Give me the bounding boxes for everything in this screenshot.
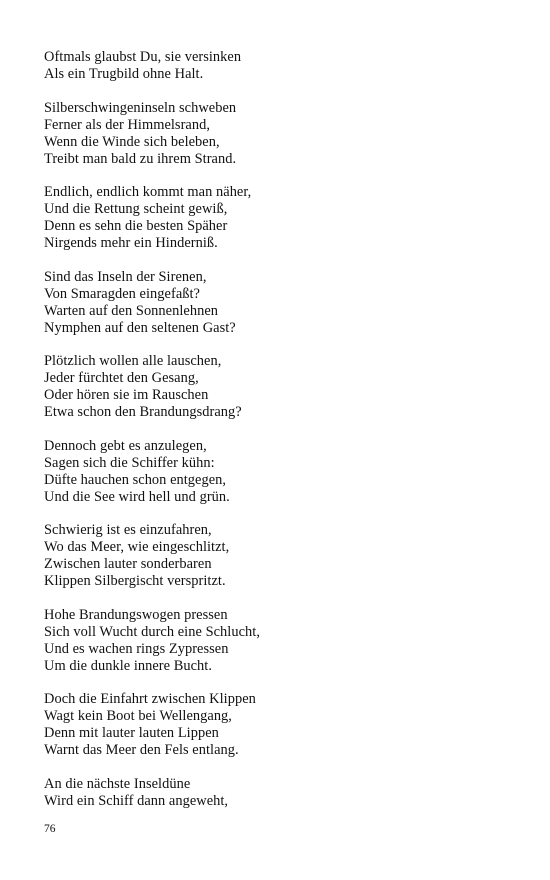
poem-line: Wo das Meer, wie eingeschlitzt, [44,539,230,555]
poem-line: Jeder fürchtet den Gesang, [44,370,199,386]
stanza [44,522,514,590]
poem-line: Oftmals glaubst Du, sie versinken [44,49,242,65]
poem-line: Doch die Einfahrt zwischen Klippen [44,691,256,707]
poem-line: Nirgends mehr ein Hinderniß. [44,235,218,251]
stanza [44,776,514,810]
poem-line: Warnt das Meer den Fels entlang. [44,742,239,758]
poem-line: Und es wachen rings Zypressen [44,640,229,657]
poem-line: Schwierig ist es einzufahren, [44,522,212,538]
stanza [44,438,514,506]
poem-line: Wagt kein Boot bei Wellengang, [44,708,232,724]
stanza [44,269,514,337]
poem-body [44,49,514,826]
poem-line: Denn es sehn die besten Späher [44,218,228,234]
poem-line: Oder hören sie im Rauschen [44,387,209,403]
poem-line: Sind das Inseln der Sirenen, [44,268,207,285]
poem-line: An die nächste Inseldüne [44,775,191,792]
poem-line: Silberschwingeninseln schweben [44,99,237,116]
poem-line: Ferner als der Himmelsrand, [44,116,210,133]
poem-line: Und die See wird hell und grün. [44,488,230,505]
poem-line: Hohe Brandungswogen pressen [44,606,228,623]
stanza [44,100,514,168]
poem-line: Zwischen lauter sonderbaren [44,556,212,572]
stanza [44,49,514,83]
poem-line: Wenn die Winde sich beleben, [44,133,220,150]
poem-line: Warten auf den Sonnenlehnen [44,302,219,319]
poem-line: Sagen sich die Schiffer kühn: [44,454,215,471]
poem-line: Etwa schon den Brandungsdrang? [44,404,242,420]
stanza [44,607,514,675]
poem-line: Denn mit lauter lauten Lippen [44,725,219,741]
poem-line: Klippen Silbergischt verspritzt. [44,573,226,589]
poem-line: Wird ein Schiff dann angeweht, [44,792,229,809]
poem-line: Um die dunkle innere Bucht. [44,657,213,674]
stanza [44,353,514,421]
poem-line: Plötzlich wollen alle lauschen, [44,353,222,369]
stanza [44,184,514,252]
poem-line: Treibt man bald zu ihrem Strand. [44,150,237,167]
poem-line: Düfte hauchen schon entgegen, [44,471,227,488]
poem-line: Als ein Trugbild ohne Halt. [44,66,204,82]
page-number: 76 [44,823,56,835]
poem-line: Endlich, endlich kommt man näher, [44,184,252,200]
poem-line: Von Smaragden eingefaßt? [44,285,200,302]
poem-line: Dennoch gebt es anzulegen, [44,437,207,454]
poem-line: Nymphen auf den seltenen Gast? [44,319,236,336]
poem-line: Sich voll Wucht durch eine Schlucht, [44,623,260,640]
stanza [44,691,514,759]
poem-line: Und die Rettung scheint gewiß, [44,201,228,217]
